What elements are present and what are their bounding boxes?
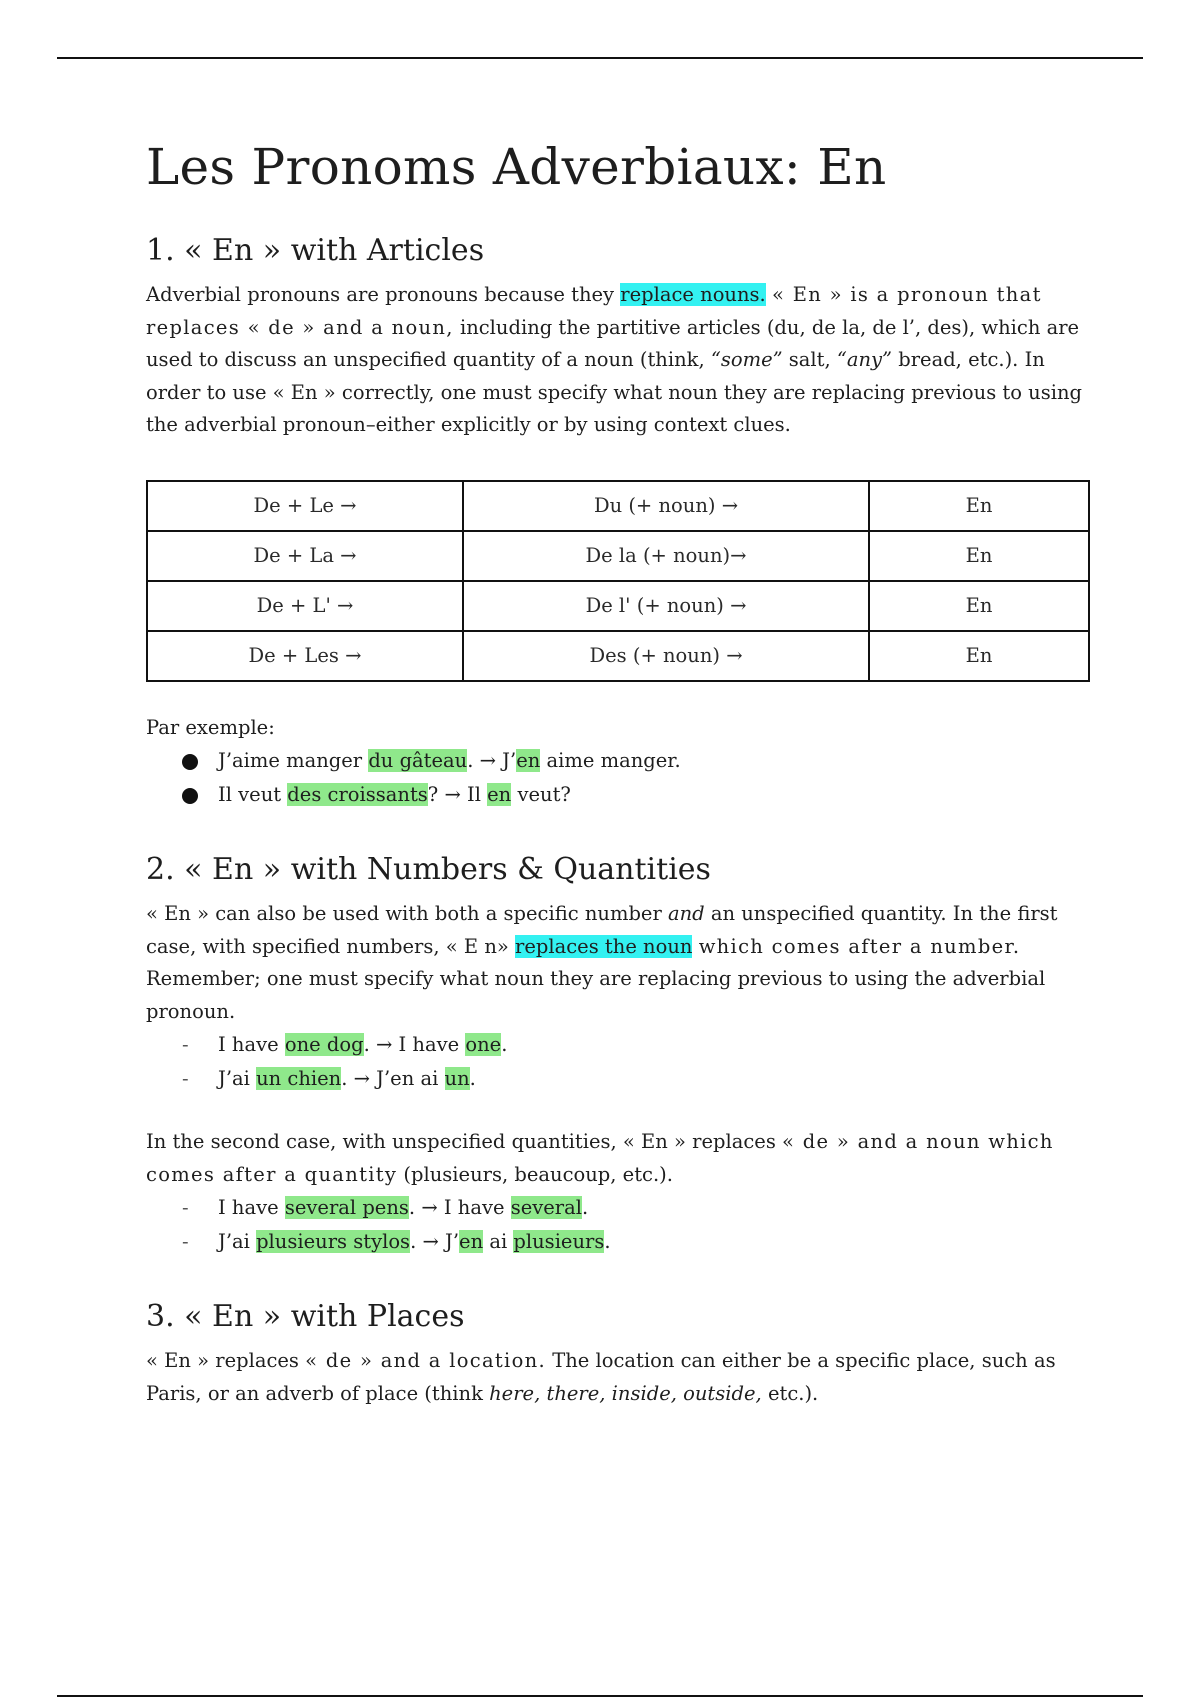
table-cell: En [869,481,1089,531]
section-heading: 2. « En » with Numbers & Quantities [146,852,711,887]
highlight: one [465,1033,502,1056]
article-table [146,480,1090,682]
section-paragraph: In the second case, with unspecified quantities, « En » replaces « de » and a noun which comes after a quantity (plusieurs, beaucoup, etc.). [146,1130,1054,1186]
highlight: en [487,783,512,806]
bullet-icon [182,754,198,770]
table-cell: De + Le → [147,481,463,531]
highlight: replaces the noun [515,934,693,958]
table-cell: Des (+ noun) → [463,631,869,681]
table-row [147,581,1089,631]
list-item: - J’ai plusieurs stylos. → J’en ai plusieurs. [182,1225,1096,1259]
table-cell: En [869,581,1089,631]
section-numbers [146,852,1096,1259]
highlight: replace nouns. [620,283,766,306]
table-cell: De la (+ noun)→ [463,531,869,581]
dash-marker: - [182,1196,189,1219]
section-places [146,1299,1096,1410]
footer-rule [57,1695,1143,1697]
list-item: J’aime manger du gâteau. → J’en aime manger. [182,744,1096,778]
table-cell: De l' (+ noun) → [463,581,869,631]
document-page [146,140,1096,1410]
section-articles [146,233,1096,812]
page-title: Les Pronoms Adverbiaux: En [146,138,887,196]
table-row [147,631,1089,681]
table-row [147,531,1089,581]
highlight: one dog [284,1033,364,1056]
table-cell: De + L' → [147,581,463,631]
table-cell: De + Les → [147,631,463,681]
dash-marker: - [182,1067,189,1090]
list-item: - J’ai un chien. → J’en ai un. [182,1062,1096,1096]
quantity-examples-list [146,1191,1096,1259]
highlight: en [516,749,541,772]
section-paragraph: « En » replaces « de » and a location. The location can either be a specific place, such as Paris, or an adverb of place (think here, there, inside, outside, etc.). [146,1349,1056,1405]
highlight: en [459,1230,484,1253]
table-cell: En [869,531,1089,581]
highlight: plusieurs stylos [256,1230,411,1253]
list-item: - I have several pens. → I have several. [182,1191,1096,1225]
highlight: plusieurs [513,1230,605,1253]
dash-marker: - [182,1033,189,1056]
table-cell: Du (+ noun) → [463,481,869,531]
highlight: several [510,1196,582,1219]
section-paragraph: Adverbial pronouns are pronouns because they replace nouns. « En » is a pronoun that replaces « de » and a noun, including the partitive articles (du, de la, de l’, des), which are used to discuss an unspecified quantity of a noun (think, “some” salt, “any” bread, etc.). In order to use « En » correctly, one must specify what noun they are replacing previous to using the adverbial pronoun–either explicitly or by using context clues. [146,283,1083,436]
highlight: un chien [256,1067,342,1090]
highlight: several pens [284,1196,409,1219]
table-cell: De + La → [147,531,463,581]
highlight: des croissants [287,783,428,806]
section-paragraph: « En » can also be used with both a specific number and an unspecified quantity. In the first case, with specified numbers, « E n» replaces the noun which comes after a number. Remember; one must specify what noun they are replacing previous to using the adverbial pronoun. [146,902,1058,1023]
examples-label: Par exemple: [146,715,275,739]
highlight: un [444,1067,470,1090]
examples-list [146,744,1096,812]
list-item: Il veut des croissants? → Il en veut? [182,778,1096,812]
table-cell: En [869,631,1089,681]
dash-marker: - [182,1230,189,1253]
table-row [147,481,1089,531]
bullet-icon [182,788,198,804]
list-item: - I have one dog. → I have one. [182,1028,1096,1062]
section-heading: 1. « En » with Articles [146,233,485,268]
header-rule [57,57,1143,59]
highlight: du gâteau [368,749,468,772]
number-examples-list [146,1028,1096,1096]
section-heading: 3. « En » with Places [146,1299,465,1334]
